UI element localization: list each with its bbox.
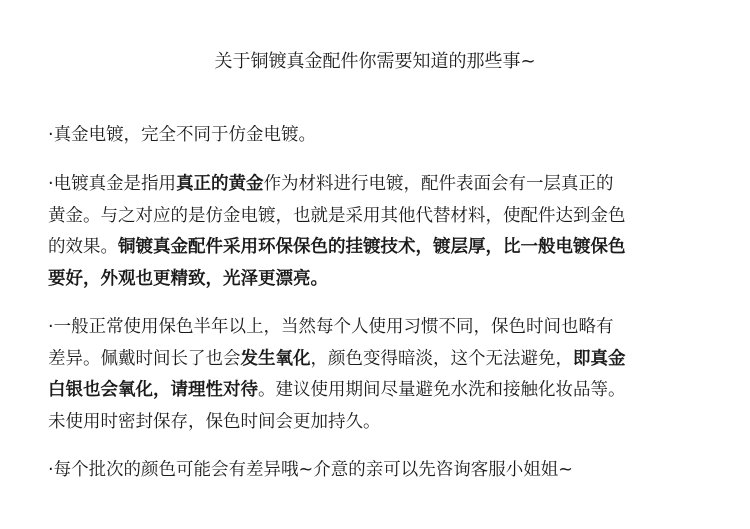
text: ·一般正常使用保色半年以上，当然每个人使用习惯不同，保色时间也略有 [48, 317, 614, 337]
bold-text: 白银也会氧化，请理性对待 [48, 380, 258, 400]
text-line [48, 344, 728, 376]
bold-text: 真正的黄金 [176, 174, 264, 194]
paragraph-real-gold-intro [48, 120, 728, 152]
text-line [48, 201, 728, 233]
text: 。建议使用期间尽量避免水洗和接触化妆品等。 [258, 380, 626, 400]
text-line [48, 375, 728, 407]
text: ·电镀真金是指用 [48, 174, 177, 194]
text: 未使用时密封保存，保色时间会更加持久。 [48, 411, 381, 432]
text: 黄金。与之对应的是仿金电镀，也就是采用其他代替材料，使配件达到金色 [48, 205, 626, 226]
text: ，颜色变得暗淡，这个无法避免， [310, 348, 573, 369]
page-title: 关于铜镀真金配件你需要知道的那些事~ [214, 51, 536, 72]
bold-text: 发生氧化 [240, 348, 311, 369]
text-line [48, 455, 728, 487]
text-line [48, 169, 728, 201]
bold-text: 铜镀真金配件采用环保保色的挂镀技术，镀层厚，比一般电镀保色 [118, 237, 626, 257]
bold-text: 要好，外观也更精致，光泽更漂亮。 [48, 268, 328, 289]
text: 作为材料进行电镀，配件表面会有一层真正的 [263, 174, 614, 194]
paragraph-plating-description [48, 169, 728, 295]
text-line [48, 312, 728, 344]
text-line [48, 264, 728, 296]
text-line [48, 120, 728, 152]
text-line [48, 407, 728, 439]
text: 的效果。 [48, 237, 118, 257]
text: ·真金电镀，完全不同于仿金电镀。 [48, 125, 317, 145]
paragraph-batch-color-note [48, 455, 728, 487]
text: ·每个批次的颜色可能会有差异哦~介意的亲可以先咨询客服小姐姐~ [48, 460, 573, 480]
bold-text: 即真金 [573, 348, 626, 369]
paragraph-color-retention [48, 312, 728, 438]
text-line [48, 232, 728, 264]
text: 差异。佩戴时间长了也会 [48, 348, 241, 369]
